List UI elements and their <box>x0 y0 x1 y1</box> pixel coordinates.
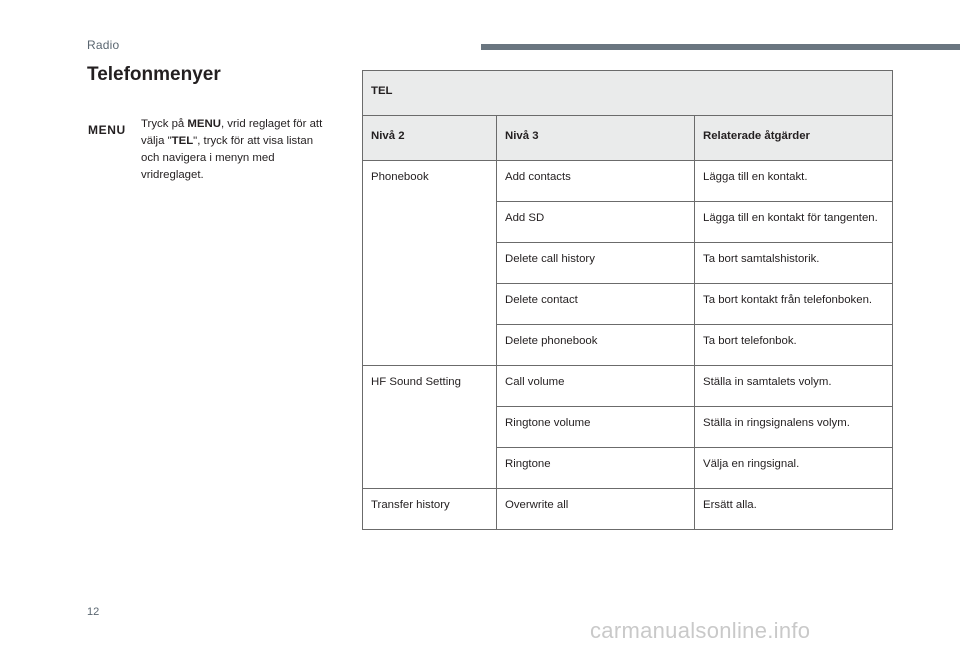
table-row <box>363 161 893 202</box>
action-cell: Ersätt alla. <box>695 489 893 530</box>
level3-cell: Add SD <box>497 202 695 243</box>
level3-cell: Delete call history <box>497 243 695 284</box>
level3-cell: Ringtone volume <box>497 407 695 448</box>
column-header-level2: Nivå 2 <box>363 116 497 161</box>
section-divider-bar <box>481 44 960 50</box>
instruction-part2: , vrid reglaget för att välja " <box>141 118 323 147</box>
instruction-menu-bold: MENU <box>187 118 221 130</box>
section-label: Radio <box>87 38 120 52</box>
column-header-level3: Nivå 3 <box>497 116 695 161</box>
level3-cell: Call volume <box>497 366 695 407</box>
action-cell: Ställa in ringsignalens volym. <box>695 407 893 448</box>
level2-cell: Transfer history <box>363 489 497 530</box>
action-cell: Ta bort kontakt från telefonboken. <box>695 284 893 325</box>
table-title-row <box>363 71 893 116</box>
level2-cell: Phonebook <box>363 161 497 366</box>
level2-cell: HF Sound Setting <box>363 366 497 489</box>
table-title: TEL <box>363 71 893 116</box>
level3-cell: Overwrite all <box>497 489 695 530</box>
action-cell: Ta bort samtalshistorik. <box>695 243 893 284</box>
watermark: carmanualsonline.info <box>590 618 811 643</box>
table-row <box>363 366 893 407</box>
page-title: Telefonmenyer <box>87 64 221 85</box>
instruction-text <box>141 116 327 184</box>
action-cell: Välja en ringsignal. <box>695 448 893 489</box>
menu-key-icon: MENU <box>88 123 126 137</box>
instruction-tel-bold: TEL <box>171 135 194 147</box>
action-cell: Ställa in samtalets volym. <box>695 366 893 407</box>
instruction-part1: Tryck på <box>141 118 188 130</box>
level3-cell: Delete phonebook <box>497 325 695 366</box>
page-number: 12 <box>87 606 100 618</box>
level3-cell: Add contacts <box>497 161 695 202</box>
level3-cell: Delete contact <box>497 284 695 325</box>
instruction-part3: ", tryck för att visa listan och navigera i menyn med vridreglaget. <box>141 135 314 181</box>
tel-menu-table <box>362 70 893 530</box>
column-header-actions: Relaterade åtgärder <box>695 116 893 161</box>
action-cell: Lägga till en kontakt för tangenten. <box>695 202 893 243</box>
table-header-row <box>363 116 893 161</box>
table-row <box>363 489 893 530</box>
action-cell: Lägga till en kontakt. <box>695 161 893 202</box>
level3-cell: Ringtone <box>497 448 695 489</box>
action-cell: Ta bort telefonbok. <box>695 325 893 366</box>
